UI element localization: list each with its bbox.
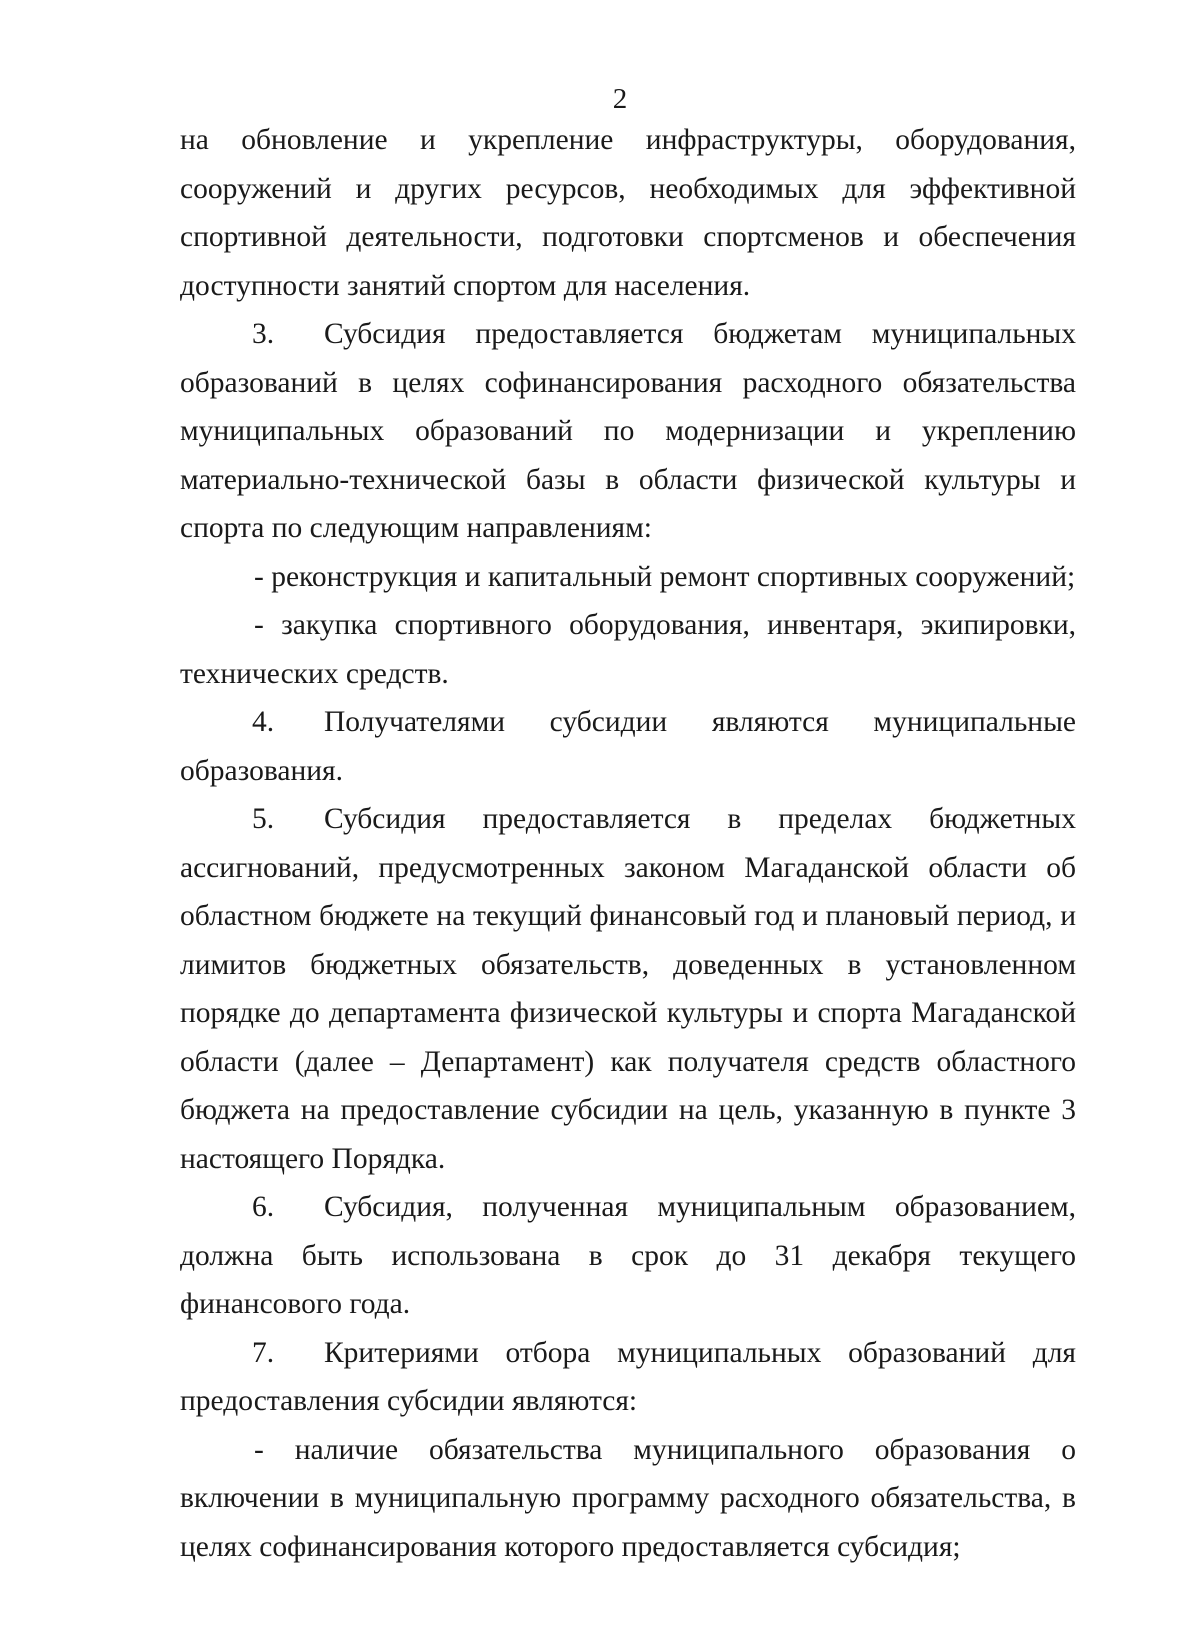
bullet-text: - наличие обязательства муниципального образования о включении в муниципальную программу расходного обязательства, в целях софинансирования которого предоставляется субсидия; (180, 1433, 1076, 1563)
bullet-item-obligation (180, 1426, 1076, 1572)
document-body (180, 116, 1076, 1571)
paragraph-item-3 (180, 310, 1076, 553)
page-number: 2 (612, 83, 628, 115)
paragraph-text: Критериями отбора муниципальных образований для предоставления субсидии являются: (180, 1336, 1076, 1417)
paragraph-number: 6. (252, 1191, 275, 1223)
bullet-item-purchase (180, 601, 1076, 698)
paragraph-continuation (180, 116, 1076, 310)
paragraph-text: Получателями субсидии являются муниципальные образования. (180, 706, 1076, 787)
paragraph-text: Субсидия предоставляется в пределах бюджетных ассигнований, предусмотренных законом Магаданской области об областном бюджете на текущий финансовый год и плановый период, и лимитов бюджетных обязательств, доведенных в установленном порядке до департамента физической культуры и спорта Магаданской области (далее – Департамент) как получателя средств областного бюджета на предоставление субсидии на цель, указанную в пункте 3 настоящего Порядка. (180, 803, 1076, 1175)
paragraph-text: Субсидия, полученная муниципальным образованием, должна быть использована в срок до 31 декабря текущего финансового года. (180, 1191, 1076, 1320)
paragraph-number: 5. (252, 803, 275, 835)
bullet-text: - закупка спортивного оборудования, инвентаря, экипировки, технических средств. (180, 609, 1076, 690)
bullet-item-reconstruction (180, 553, 1076, 602)
paragraph-item-5 (180, 795, 1076, 1183)
paragraph-item-4 (180, 698, 1076, 795)
paragraph-number: 7. (252, 1336, 275, 1369)
paragraph-item-6 (180, 1183, 1076, 1329)
paragraph-number: 4. (252, 706, 275, 738)
paragraph-number: 3. (252, 318, 275, 350)
paragraph-item-7 (180, 1329, 1076, 1426)
bullet-text: - реконструкция и капитальный ремонт спортивных сооружений; (254, 560, 1076, 593)
paragraph-text: на обновление и укрепление инфраструктуры, оборудования, сооружений и других ресурсов, необходимых для эффективной спортивной деятельности, подготовки спортсменов и обеспечения доступности занятий спортом для населения. (180, 124, 1076, 302)
paragraph-text: Субсидия предоставляется бюджетам муниципальных образований в целях софинансирования расходного обязательства муниципальных образований по модернизации и укреплению материально-технической базы в области физической культуры и спорта по следующим направлениям: (180, 318, 1076, 544)
